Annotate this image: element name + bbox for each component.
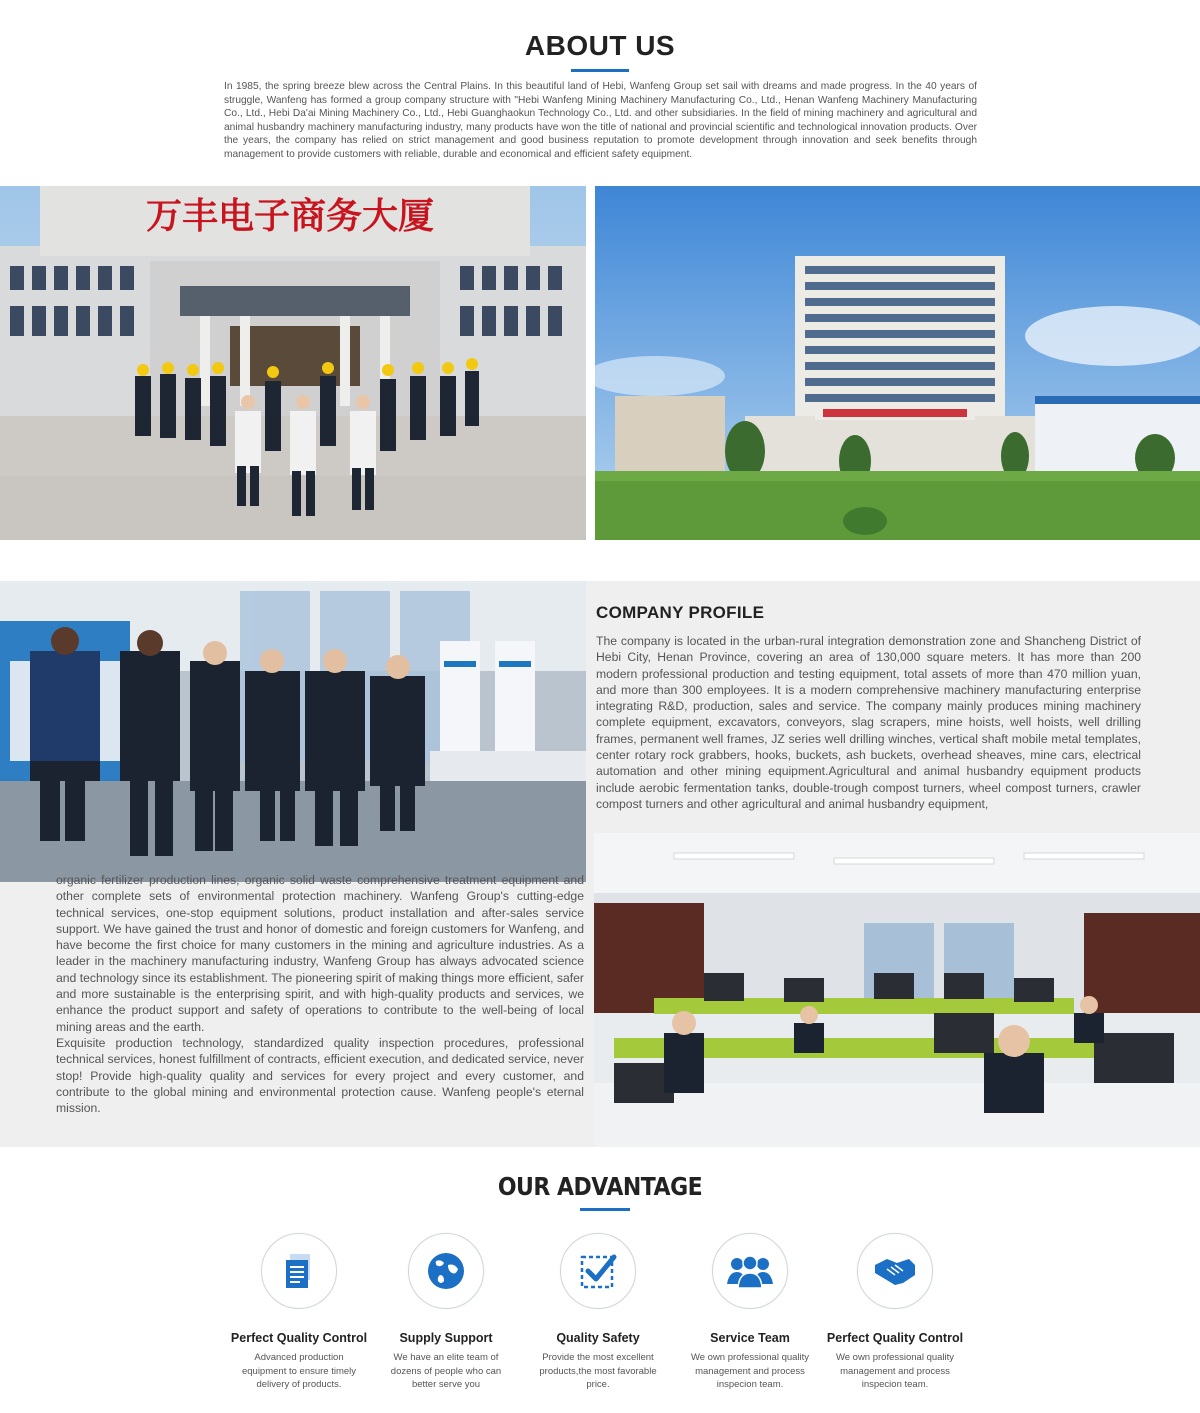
advantage-item-supply-support	[371, 1233, 521, 1392]
about-text: In 1985, the spring breeze blew across the Central Plains. In this beautiful land of Hebi, Wanfeng Group set sail with dreams and made progress. In the 40 years of struggle, Wanfeng has formed a group company structure with "Hebi Wanfeng Mining Machinery Manufacturing Co., Ltd., Henan Wanfeng Machinery Manufacturing Co., Ltd., Hebi Da'ai Mining Machinery Co., Ltd., Hebi Guanghaokun Technology Co., Ltd. and other subsidiaries. In the field of mining machinery and agricultural and animal husbandry machinery manufacturing industry, many products have won the title of national and provincial scientific and technological innovation products. Over the years, the company has relied on strict management and good business reputation to promote development through innovation and seek benefits through management to provide customers with reliable, durable and economical and efficient safety equipment.	[224, 81, 977, 160]
about-title-underline	[571, 69, 629, 72]
advantage-title: OUR ADVANTAGE	[497, 1173, 703, 1202]
profile-title: COMPANY PROFILE	[596, 603, 765, 622]
group-photo-building	[0, 186, 586, 540]
profile-text-part-2: organic fertilizer production lines, organic solid waste comprehensive treatment equipment and other complete sets of environmental protection machinery. Wanfeng Group's cutting-edge technical services, one-stop equipment solutions, product installation and after-sales service support. We have gained the trust and honor of domestic and foreign customers for Wanfeng, and have become the first choice for many customers in the mining and agriculture industries. As a leader in the machinery manufacturing industry, Wanfeng Group has always advocated science and technology since its establishment. The pioneering spirit of making things more efficient, safer and more sustainable is the enterprising spirit, and with high-quality products and services, we enhance the product support and safety of operations to contribute to the well-being of local mining areas and the earth.	[56, 873, 584, 1034]
advantage-name: Supply Support	[399, 1331, 493, 1345]
office-photo	[594, 833, 1200, 1147]
profile-text-part-1: The company is located in the urban-rural integration demonstration zone and Shancheng District of Hebi City, Henan Province, covering an area of 130,000 square meters. It has more than 200 modern professional production and testing equipment, total assets of more than 470 million yuan, and more than 300 employees. It is a modern comprehensive machinery manufacturing enterprise integrating R&D, production, sales and service. The company mainly produces mining machinery complete equipment, excavators, conveyors, slag scrapers, mine hoists, well hoists, well drilling frames, permanent well frames, JZ series well drilling winches, vertical shaft mobile metal templates, center rotary rock grabbers, hooks, buckets, ash buckets, overhead sheaves, mine cars, electrical automation and other mining equipment.Agricultural and animal husbandry equipment products include aerobic fermentation tanks, double-trough compost turners, wheel compost turners, crawler compost turners and other agricultural and animal husbandry equipment,	[596, 634, 1141, 811]
globe-icon	[426, 1251, 466, 1291]
profile-text-continued	[56, 872, 584, 1116]
advantage-item-quality-control	[224, 1233, 374, 1392]
exhibition-visit-photo	[0, 581, 586, 882]
building-sign-text: 万丰电子商务大厦	[145, 196, 435, 237]
advantage-item-quality-control-2	[820, 1233, 970, 1392]
advantage-name: Service Team	[710, 1331, 790, 1345]
advantage-desc: Advanced production equipment to ensure timely delivery of products.	[241, 1352, 357, 1390]
advantage-desc: Provide the most excellent products,the most favorable price.	[539, 1352, 657, 1390]
team-icon	[727, 1254, 773, 1288]
advantage-icon-circle	[408, 1233, 484, 1309]
document-icon	[282, 1252, 316, 1290]
headquarters-photo	[595, 186, 1200, 540]
advantage-item-quality-safety	[523, 1233, 673, 1392]
checkbox-icon	[578, 1251, 618, 1291]
advantage-icon-circle	[261, 1233, 337, 1309]
about-title: ABOUT US	[524, 30, 676, 61]
handshake-icon	[873, 1255, 917, 1287]
advantage-name: Perfect Quality Control	[230, 1331, 368, 1345]
advantage-name: Perfect Quality Control	[826, 1331, 964, 1345]
advantage-icon-circle	[560, 1233, 636, 1309]
advantage-icon-circle	[712, 1233, 788, 1309]
advantage-name: Quality Safety	[556, 1331, 640, 1345]
advantage-desc: We have an elite team of dozens of people who can better serve you	[390, 1352, 502, 1390]
advantage-icon-circle	[857, 1233, 933, 1309]
advantage-item-service-team	[675, 1233, 825, 1392]
advantage-title-underline	[580, 1208, 630, 1211]
profile-text-part-3: Exquisite production technology, standardized quality inspection procedures, professional technical services, honest fulfillment of contracts, efficient execution, and dedicated service, never stop! Provide high-quality quality and services for every project and every customer, and contribute to the global mining and environmental protection cause. Wanfeng people's eternal mission.	[56, 1035, 584, 1116]
advantage-desc: We own professional quality management and process inspecion team.	[690, 1352, 810, 1390]
advantage-desc: We own professional quality management and process inspecion team.	[835, 1352, 955, 1390]
